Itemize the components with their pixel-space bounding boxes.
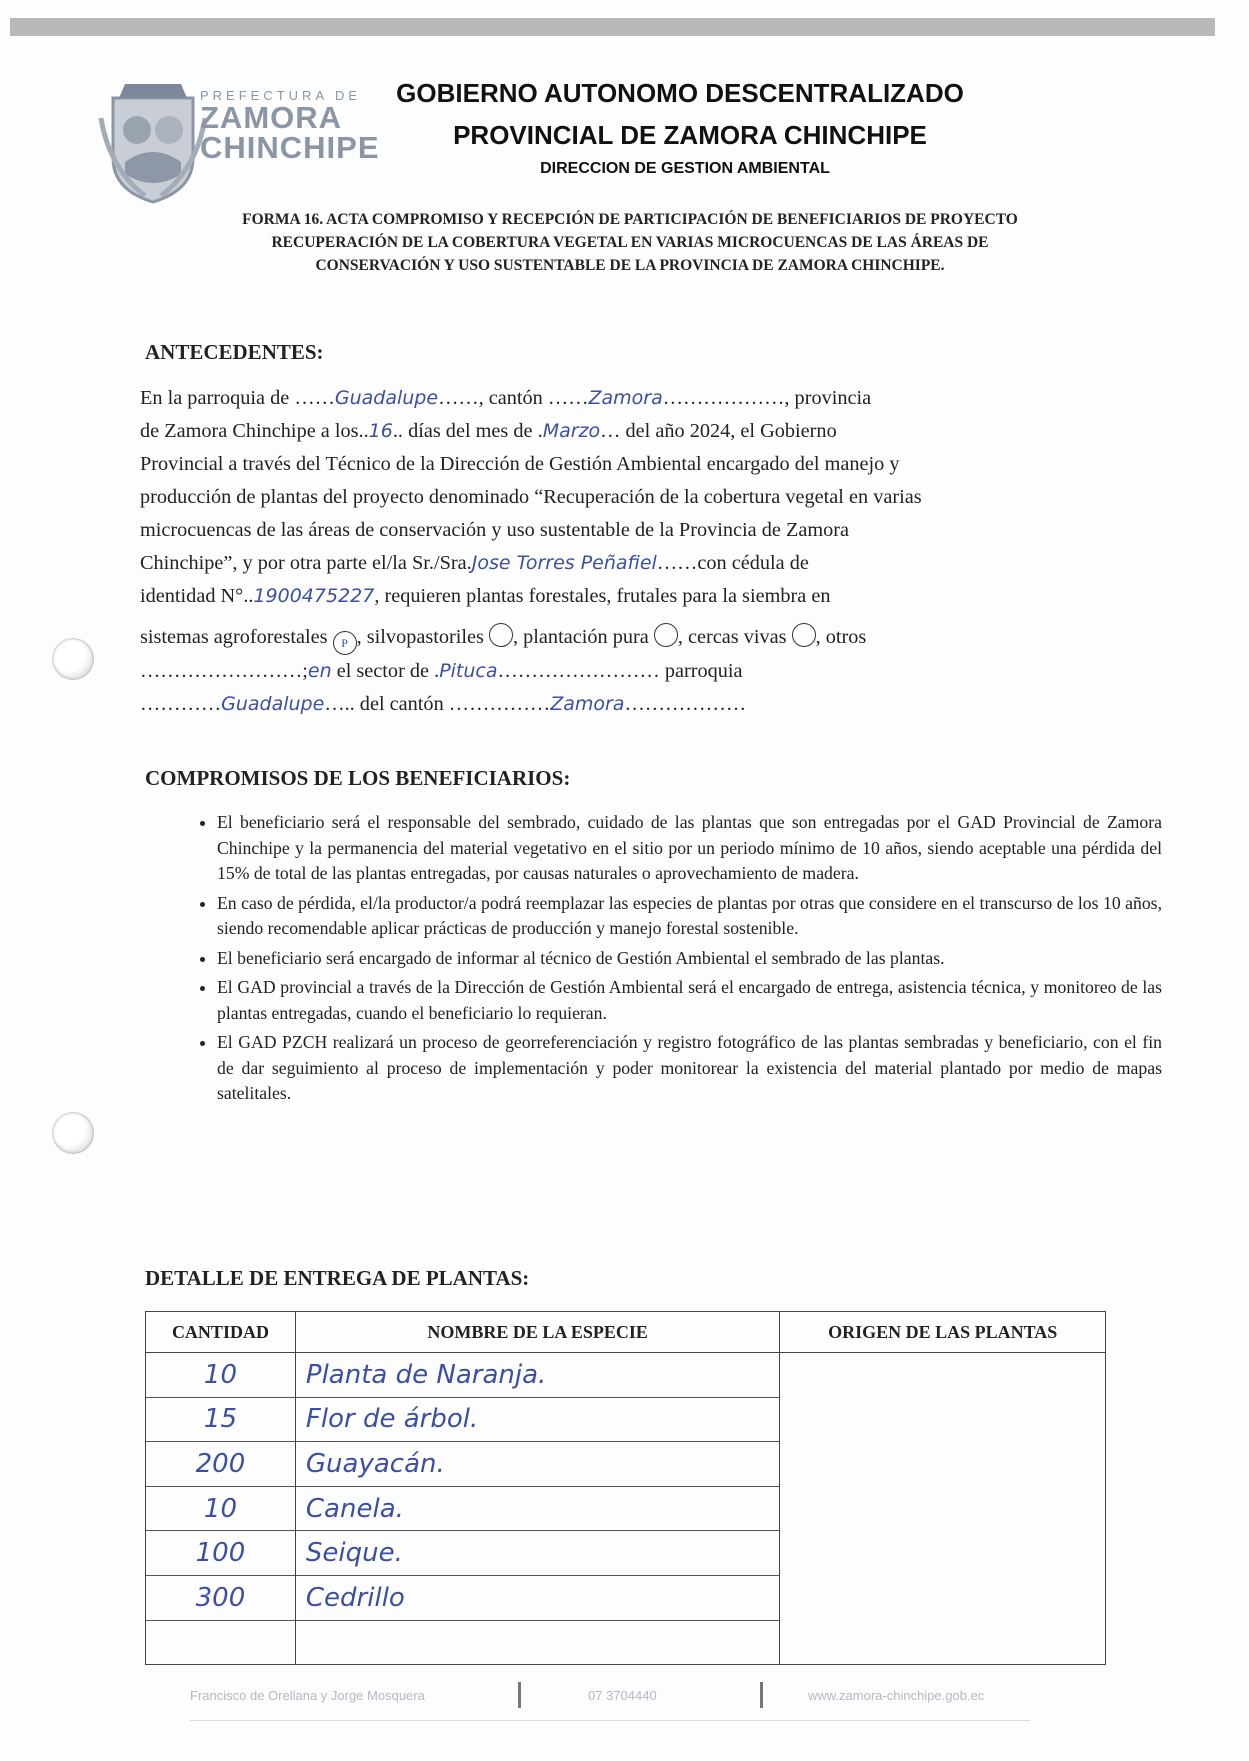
para-line-8: sistemas agroforestales P , silvopastoriles , plantación pura , cercas vivas , otros [140, 621, 1118, 655]
antecedentes-heading: ANTECEDENTES: [145, 340, 324, 364]
form-title [140, 208, 1120, 277]
footer-rule [190, 1720, 1030, 1721]
form-title-line3: CONSERVACIÓN Y USO SUSTENTABLE DE LA PROVINCIA DE ZAMORA CHINCHIPE. [315, 257, 945, 274]
especie-cell[interactable]: Flor de árbol. [295, 1397, 779, 1442]
col-cantidad: CANTIDAD [146, 1312, 296, 1353]
origen-cell[interactable] [780, 1353, 1106, 1665]
col-especie: NOMBRE DE LA ESPECIE [295, 1312, 779, 1353]
para-line-9: ……………………;en el sector de .Pituca…………………… parroquia [140, 660, 743, 682]
footer-address: Francisco de Orellana y Jorge Mosquera [190, 1688, 425, 1703]
para-line-5: microcuencas de las áreas de conservación y uso sustentable de la Provincia de Zamora [140, 519, 850, 541]
cantidad-cell[interactable]: 15 [146, 1397, 296, 1442]
brand-line1: ZAMORA [200, 100, 343, 135]
cantidad-cell[interactable]: 100 [146, 1531, 296, 1576]
sector-field[interactable]: Pituca [439, 660, 498, 682]
compromiso-item: • El GAD provincial a través de la Dirección de Gestión Ambiental será el encargado de entrega, asistencia técnica, y monitoreo de las plantas entregadas, cuando el beneficiario lo requieran. [217, 975, 1162, 1026]
para-line-4: producción de plantas del proyecto denominado “Recuperación de la cobertura vegetal en varias [140, 486, 922, 508]
para-line-6: Chinchipe”, y por otra parte el/la Sr./Sra.Jose Torres Peñafiel……con cédula de [140, 552, 809, 574]
plantacion-pura-radio[interactable] [654, 623, 678, 647]
para-line-10: …………Guadalupe….. del cantón ……………Zamora……………… [140, 693, 747, 715]
prefectura-brand [200, 88, 380, 163]
para-line-1: En la parroquia de ……Guadalupe……, cantón ……Zamora………………, provincia [140, 387, 872, 409]
mes-field[interactable]: Marzo [542, 420, 601, 442]
detalle-heading: DETALLE DE ENTREGA DE PLANTAS: [145, 1266, 530, 1290]
parroquia2-field[interactable]: Guadalupe [221, 693, 325, 715]
compromisos-heading: COMPROMISOS DE LOS BENEFICIARIOS: [145, 766, 571, 790]
parroquia-field[interactable]: Guadalupe [334, 387, 439, 409]
agroforestal-radio-checked[interactable]: P [333, 631, 357, 655]
scan-top-bar [10, 18, 1215, 36]
table-row [146, 1353, 1106, 1398]
zamora-chinchipe-coat-of-arms-logo [95, 78, 211, 204]
compromiso-item: • El GAD PZCH realizará un proceso de georreferenciación y registro fotográfico de las plantas sembradas y beneficiario, con el fin de dar seguimiento al proceso de implementación y poder monitorear la existencia del material plantado por medio de mapas satelitales. [217, 1030, 1162, 1107]
table-header-row [146, 1312, 1106, 1353]
compromisos-list [175, 810, 1162, 1111]
cercas-vivas-radio[interactable] [792, 623, 816, 647]
col-origen: ORIGEN DE LAS PLANTAS [780, 1312, 1106, 1353]
footer-phone: 07 3704440 [588, 1688, 657, 1703]
footer-website-link[interactable]: www.zamora-chinchipe.gob.ec [808, 1688, 985, 1703]
especie-cell[interactable]: Planta de Naranja. [295, 1353, 779, 1398]
form-title-line2: RECUPERACIÓN DE LA COBERTURA VEGETAL EN VARIAS MICROCUENCAS DE LAS ÁREAS DE [271, 234, 989, 251]
cantidad-cell[interactable]: 10 [146, 1486, 296, 1531]
cantidad-cell[interactable]: 200 [146, 1442, 296, 1487]
header-title-2: PROVINCIAL DE ZAMORA CHINCHIPE [453, 120, 927, 150]
cantidad-cell[interactable] [146, 1620, 296, 1665]
header-title-1: GOBIERNO AUTONOMO DESCENTRALIZADO [396, 78, 964, 108]
especie-cell[interactable]: Seique. [295, 1531, 779, 1576]
brand-small-text: PREFECTURA DE [200, 88, 362, 103]
para-line-7: identidad N°..1900475227, requieren plantas forestales, frutales para la siembra en [140, 585, 831, 607]
compromiso-item: • En caso de pérdida, el/la productor/a podrá reemplazar las especies de plantas por otras que considere en el transcurso de los 10 años, siendo recomendable aplicar prácticas de producción y manejo forestal sostenible. [217, 891, 1162, 942]
especie-cell[interactable]: Guayacán. [295, 1442, 779, 1487]
punch-hole [52, 1112, 94, 1154]
para-line-2: de Zamora Chinchipe a los..16.. días del mes de .Marzo… del año 2024, el Gobierno [140, 420, 837, 442]
cantidad-cell[interactable]: 300 [146, 1575, 296, 1620]
silvopastoril-radio[interactable] [489, 623, 513, 647]
cedula-field[interactable]: 1900475227 [253, 585, 375, 607]
plantas-table [145, 1311, 1106, 1665]
form-title-line1: FORMA 16. ACTA COMPROMISO Y RECEPCIÓN DE PARTICIPACIÓN DE BENEFICIARIOS DE PROYECTO [242, 211, 1018, 228]
brand-line2: CHINCHIPE [200, 130, 380, 165]
beneficiario-field[interactable]: Jose Torres Peñafiel [471, 552, 657, 574]
en-handwritten: en [307, 660, 332, 682]
especie-cell[interactable] [295, 1620, 779, 1665]
footer-separator [760, 1682, 763, 1708]
antecedentes-paragraph [140, 382, 1118, 721]
dias-field[interactable]: 16 [368, 420, 393, 442]
canton-field[interactable]: Zamora [588, 387, 663, 409]
cantidad-cell[interactable]: 10 [146, 1353, 296, 1398]
compromiso-item: • El beneficiario será el responsable del sembrado, cuidado de las plantas que son entregadas por el GAD Provincial de Zamora Chinchipe y la permanencia del material vegetativo en el sitio por un periodo mínimo de 10 años, siendo aceptable una pérdida del 15% de total de las plantas entregadas, por causas naturales o aprovechamiento de madera. [217, 810, 1162, 887]
canton2-field[interactable]: Zamora [550, 693, 625, 715]
footer-separator [518, 1682, 521, 1708]
header-title-3: DIRECCION DE GESTION AMBIENTAL [540, 160, 830, 177]
compromiso-item: • El beneficiario será encargado de informar al técnico de Gestión Ambiental el sembrado de las plantas. [217, 946, 1162, 972]
punch-hole [52, 638, 94, 680]
especie-cell[interactable]: Canela. [295, 1486, 779, 1531]
especie-cell[interactable]: Cedrillo [295, 1575, 779, 1620]
para-line-3: Provincial a través del Técnico de la Dirección de Gestión Ambiental encargado del manejo y [140, 453, 900, 475]
